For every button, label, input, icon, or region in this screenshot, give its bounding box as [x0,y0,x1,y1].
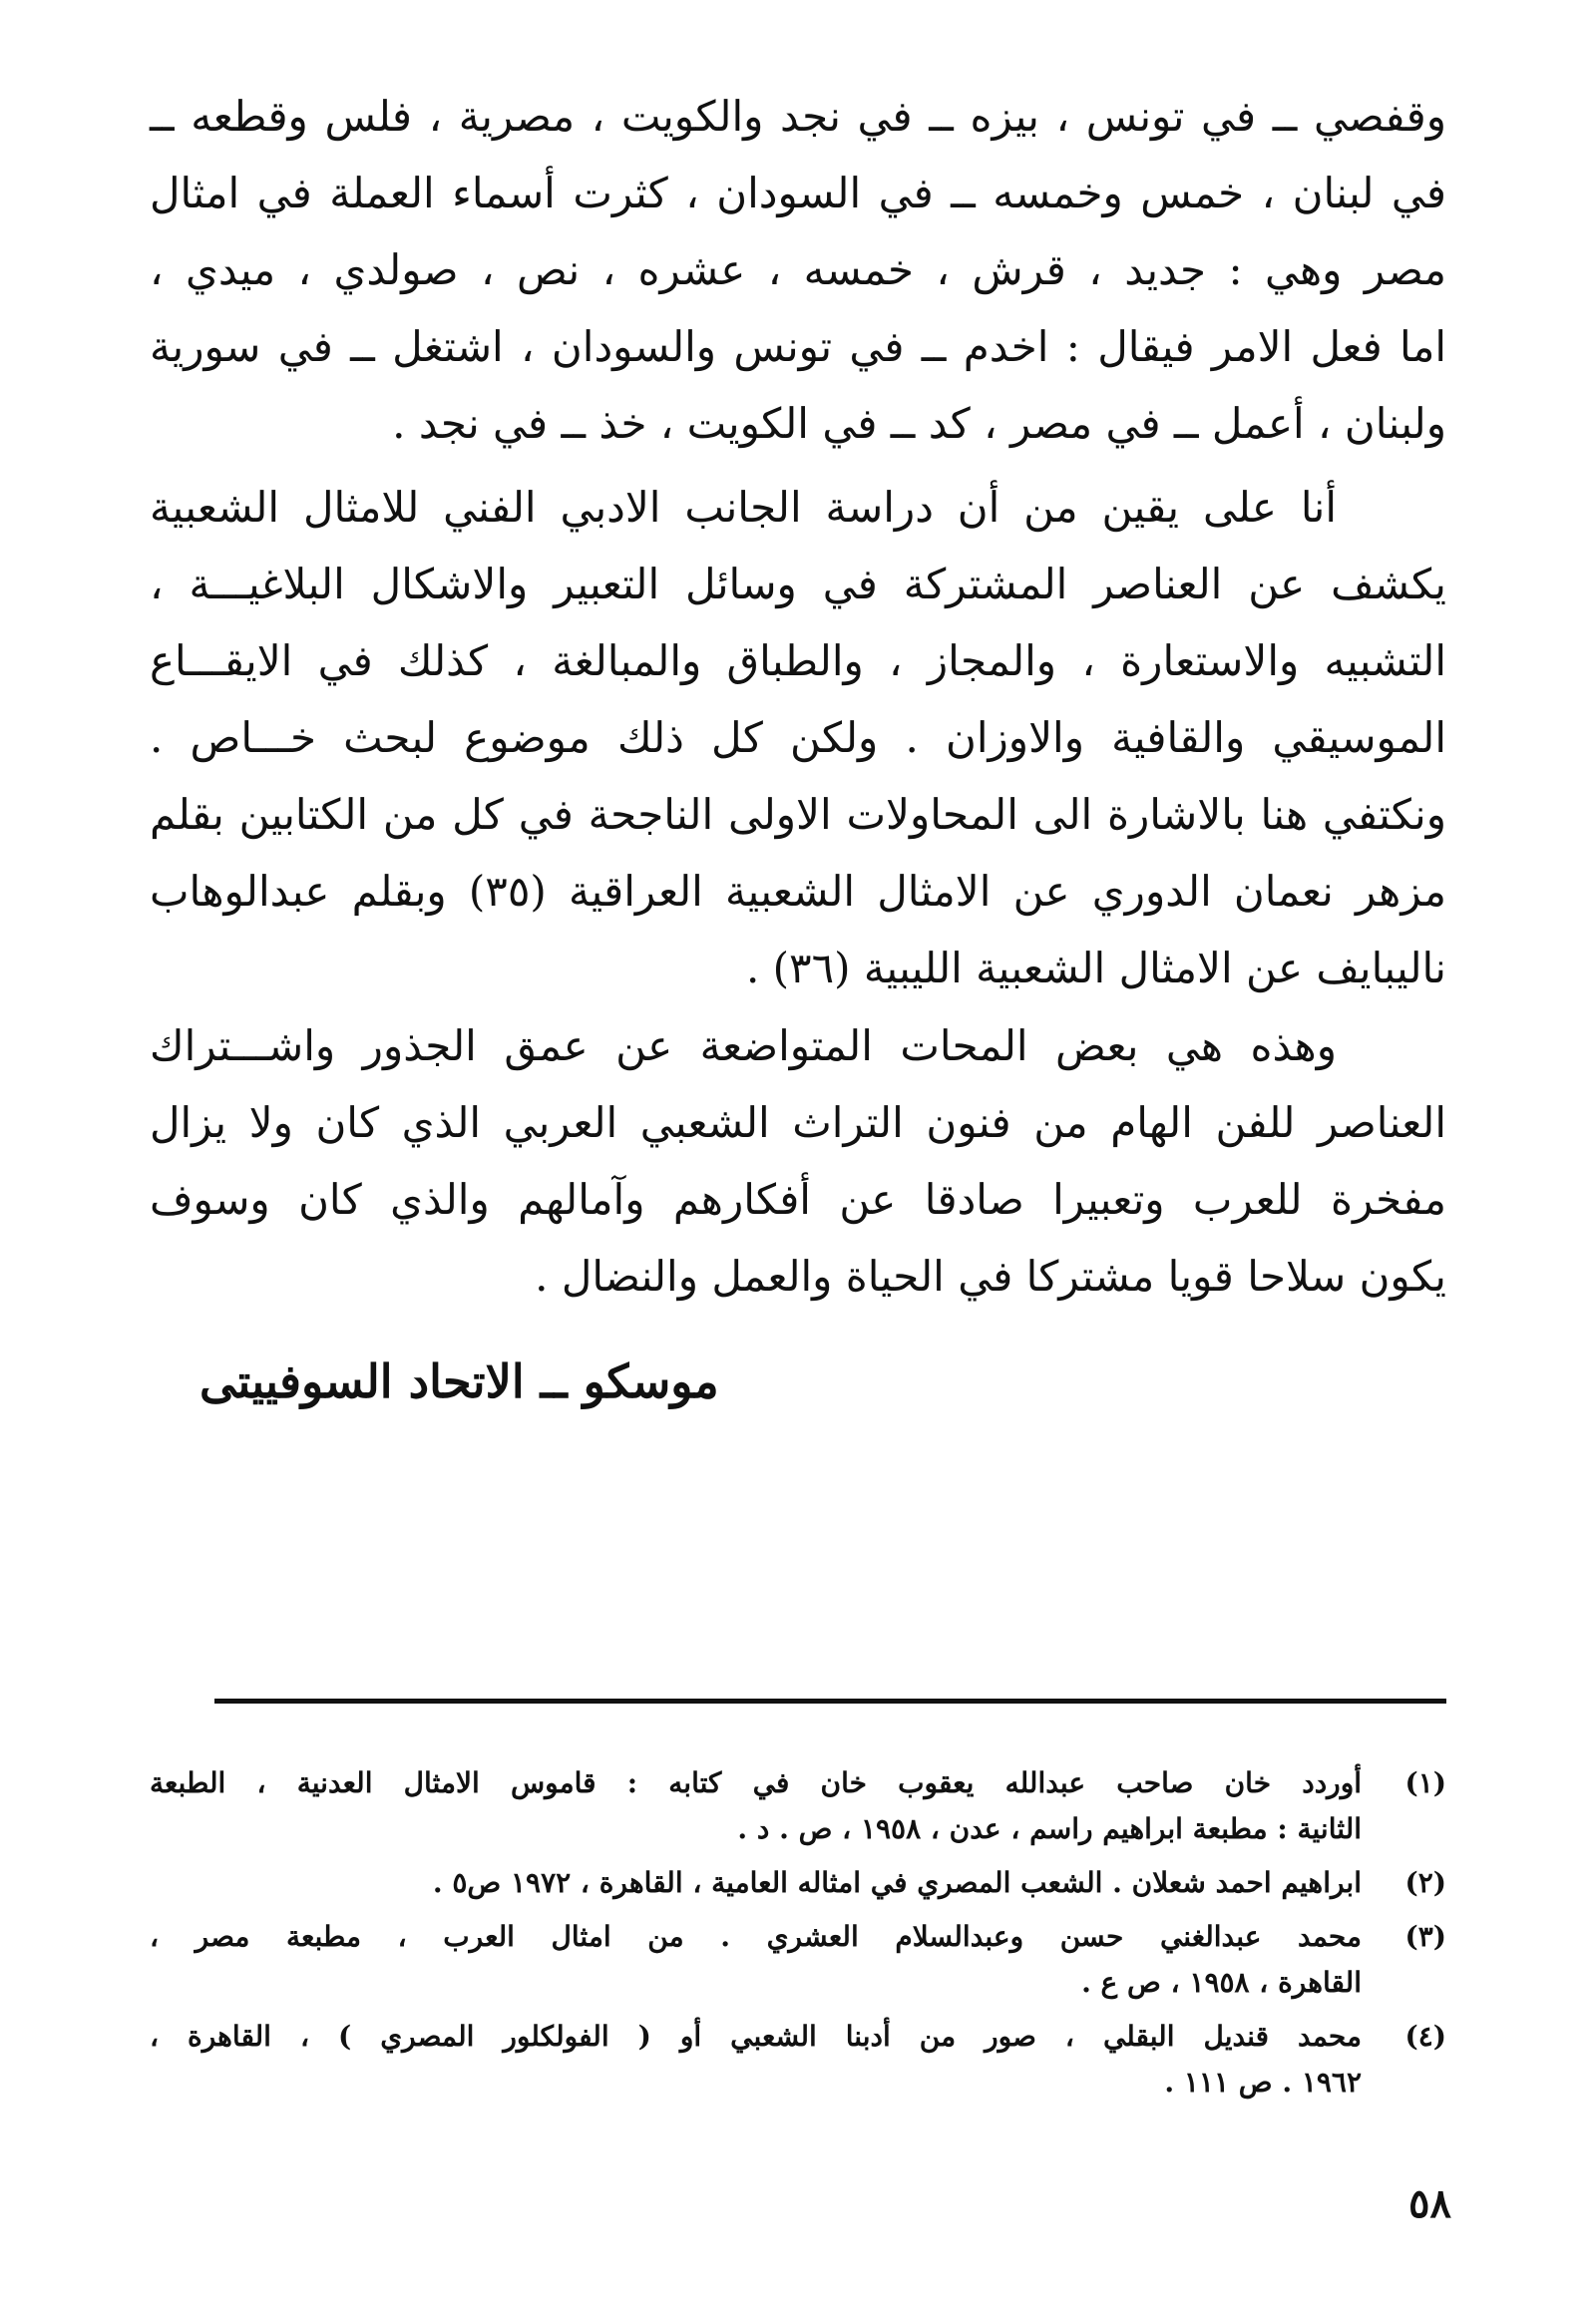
page-number: ٥٨ [1408,2180,1451,2227]
footnote-line: الثانية : مطبعة ابراهيم راسم ، عدن ، ١٩٥٨ ، ص . د . [737,1812,1362,1845]
footnote-line: محمد قنديل البقلي ، صور من أدبنا الشعبي أو ( الفولكلور المصري ) ، القاهرة ، [150,2020,1362,2053]
footnotes [150,1760,1446,2113]
footnote-line: ١٩٦٢ . ص ١١١ . [1164,2066,1362,2099]
paragraph-line: ونكتفي هنا بالاشارة الى المحاولات الاولى الناجحة في كل من الكتابين بقلم [150,790,1446,839]
paragraph-line: مزهر نعمان الدوري عن الامثال الشعبية العراقية (٣٥) وبقلم عبدالوهاب [150,867,1446,916]
footnote-divider [214,1699,1446,1704]
footnote-number: (٢) [1404,1866,1446,1899]
footnote-1 [150,1760,1446,1852]
paragraph-3 [150,1007,1446,1315]
paragraph-line: ناليبايف عن الامثال الشعبية الليبية (٣٦) . [745,944,1446,992]
paragraph-line: يكشف عن العناصر المشتركة في وسائل التعبير والاشكال البلاغيـــة ، [150,560,1446,608]
footnote-line: القاهرة ، ١٩٥٨ ، ص ع . [1081,1966,1362,1999]
paragraph-2 [150,469,1446,1006]
footnote-3 [150,1914,1446,2006]
footnote-line: ابراهيم احمد شعلان . الشعب المصري في امثاله العامية ، القاهرة ، ١٩٧٢ ص٥ . [432,1866,1362,1899]
paragraph-line: مصر وهي : جديد ، قرش ، خمسه ، عشره ، نص ، صولدي ، ميدي ، [150,245,1446,294]
paragraph-line: وقفصي ــ في تونس ، بيزه ــ في نجد والكويت ، مصرية ، فلس وقطعه ــ [150,92,1446,141]
paragraph-line: أنا على يقين من أن دراسة الجانب الادبي الفني للامثال الشعبية [150,483,1337,532]
paragraph-line: وهذه هي بعض المحات المتواضعة عن عمق الجذور واشـــتراك [150,1021,1337,1070]
paragraph-line: التشبيه والاستعارة ، والمجاز ، والطباق والمبالغة ، كذلك في الايقـــاع [150,636,1446,685]
paragraph-line: يكون سلاحا قويا مشتركا في الحياة والعمل والنضال . [535,1252,1446,1301]
paragraph-line: مفخرة للعرب وتعبيرا صادقا عن أفكارهم وآمالهم والذي كان وسوف [150,1175,1446,1224]
paragraph-line: الموسيقي والقافية والاوزان . ولكن كل ذلك موضوع لبحث خـــاص . [150,713,1446,762]
footnote-number: (١) [1404,1766,1446,1799]
paragraph-line: اما فعل الامر فيقال : اخدم ــ في تونس والسودان ، اشتغل ــ في سورية [150,322,1446,371]
footnote-number: (٣) [1404,1920,1446,1953]
paragraph-line: ولبنان ، أعمل ــ في مصر ، كد ــ في الكويت ، خذ ــ في نجد . [392,399,1446,448]
footnote-number: (٤) [1404,2020,1446,2053]
footnote-line: محمد عبدالغني حسن وعبدالسلام العشري . من امثال العرب ، مطبعة مصر ، [150,1920,1362,1953]
footnote-line: أوردد خان صاحب عبدالله يعقوب خان في كتابه : قاموس الامثال العدنية ، الطبعة [150,1766,1362,1799]
paragraph-line: العناصر للفن الهام من فنون التراث الشعبي العربي الذي كان ولا يزال [150,1098,1446,1147]
footnote-4 [150,2014,1446,2106]
place-signature: موسكو ــ الاتحاد السوفييتى [200,1354,719,1408]
footnote-2 [150,1860,1446,1906]
paragraph-1 [150,78,1446,462]
paragraph-line: في لبنان ، خمس وخمسه ــ في السودان ، كثرت أسماء العملة في امثال [150,169,1446,217]
